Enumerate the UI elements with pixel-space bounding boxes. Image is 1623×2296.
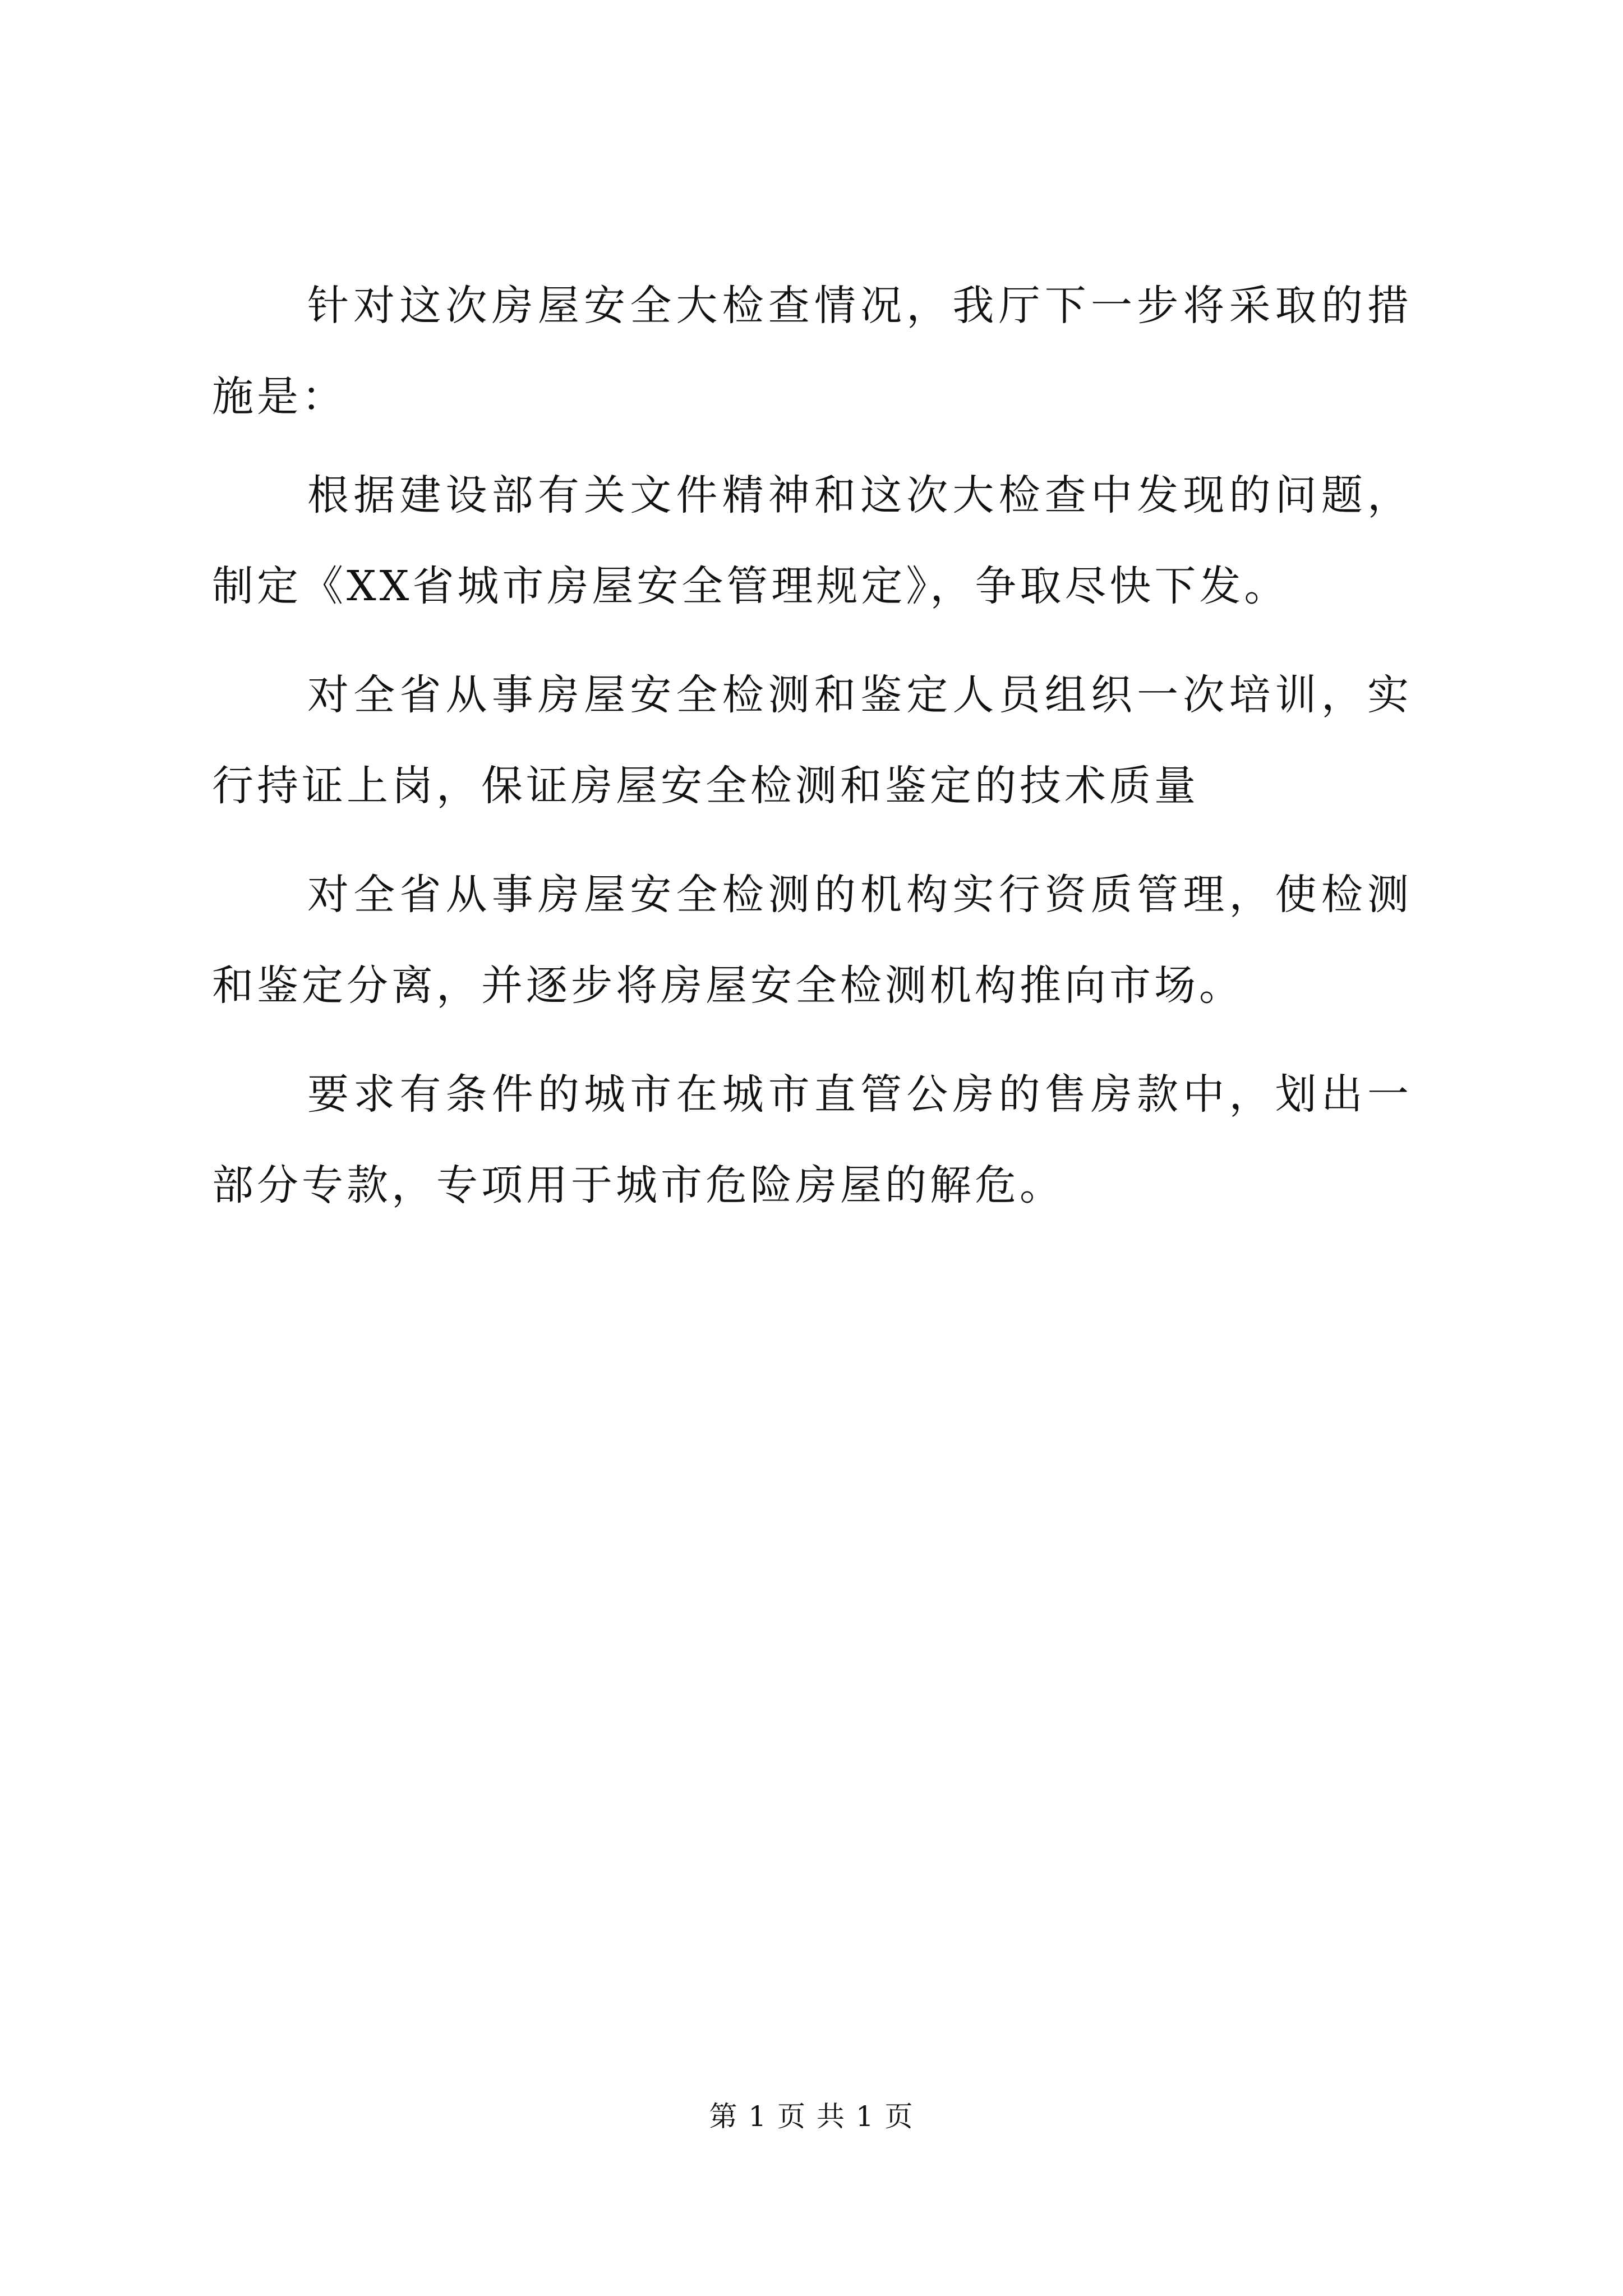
paragraph-measure-funding: 要求有条件的城市在城市直管公房的售房款中，划出一部分专款，专项用于城市危险房屋的解危。 <box>212 1070 1412 1209</box>
page-footer: 第 1 页 共 1 页 <box>709 2100 914 2133</box>
paragraph-measure-regulation: 根据建设部有关文件精神和这次大检查中发现的问题，制定《XX省城市房屋安全管理规定》，争取尽快下发。 <box>212 471 1412 610</box>
paragraph-intro: 针对这次房屋安全大检查情况，我厅下一步将采取的措施是： <box>212 282 1412 421</box>
document-body <box>212 260 1412 1249</box>
paragraph-measure-training: 对全省从事房屋安全检测和鉴定人员组织一次培训，实行持证上岗，保证房屋安全检测和鉴定的技术质量 <box>212 671 1412 810</box>
paragraph-measure-qualification: 对全省从事房屋安全检测的机构实行资质管理，使检测和鉴定分离，并逐步将房屋安全检测机构推向市场。 <box>212 871 1412 1010</box>
